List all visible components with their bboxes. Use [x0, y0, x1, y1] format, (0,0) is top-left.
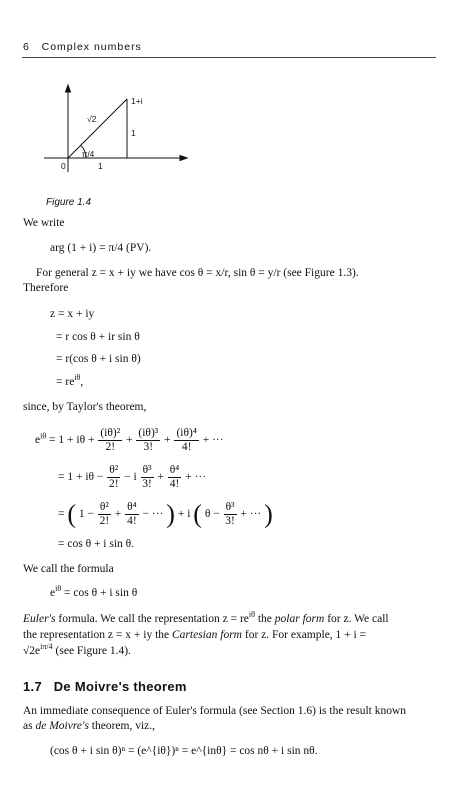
running-title: Complex numbers	[41, 41, 142, 53]
right-paren: )	[264, 499, 273, 529]
demoivre-line-2	[23, 719, 155, 734]
page-number: 6	[23, 41, 30, 53]
euler-p3-exp: iπ/4	[40, 642, 53, 652]
align-eq-4	[56, 375, 83, 390]
frac-denominator: 3!	[225, 515, 235, 527]
taylor-r2-b: − i	[124, 471, 137, 484]
vertical-side-label: 1	[131, 128, 136, 138]
euler-equation	[50, 586, 137, 601]
frac-numerator: θ²	[109, 464, 119, 476]
euler-para-line-3	[23, 644, 131, 659]
euler-eq-rhs: = cos θ + i sin θ	[61, 587, 138, 599]
taylor-r2-tail: + ···	[185, 471, 207, 484]
euler-name-italic: Euler's	[23, 613, 56, 625]
taylor-r3-frac-1	[98, 501, 111, 528]
frac-numerator: (iθ)²	[100, 427, 121, 439]
therefore-text: Therefore	[23, 282, 69, 294]
frac-denominator: 2!	[99, 515, 110, 527]
demoivre-equation: (cos θ + i sin θ)ⁿ = (e^{iθ})ⁿ = e^{inθ} = cos nθ + i sin nθ.	[50, 745, 318, 757]
frac-denominator: 4!	[181, 441, 192, 453]
align-eq-1: z = x + iy	[50, 308, 95, 320]
taylor-r1-frac-3	[174, 427, 198, 454]
arg-equation: arg (1 + i) = π/4 (PV).	[50, 242, 152, 254]
frac-numerator: θ⁴	[127, 501, 137, 513]
euler-p1-d: the	[254, 613, 275, 625]
euler-eq-base: e	[50, 587, 56, 599]
euler-p3-a: √2e	[23, 645, 41, 657]
polar-form-italic: polar form	[274, 613, 325, 625]
frac-denominator: 3!	[142, 478, 152, 490]
hypotenuse-line	[68, 99, 127, 158]
taylor-r2-frac-2	[141, 464, 154, 491]
taylor-r2-frac-1	[107, 464, 120, 491]
euler-p1-b: formula. We call the representation z = re	[55, 613, 249, 625]
hypotenuse-label: √2	[87, 114, 97, 124]
taylor-row-3	[58, 501, 273, 528]
frac-denominator: 2!	[108, 478, 119, 490]
origin-label: 0	[61, 161, 66, 171]
base-label: 1	[98, 161, 103, 171]
general-paragraph	[23, 266, 436, 281]
demoivre-line-1: An immediate consequence of Euler's formula (see Section 1.6) is the result known	[23, 705, 407, 717]
left-paren: (	[193, 499, 202, 529]
taylor-r1-frac-1	[98, 427, 122, 454]
euler-para-line-1	[23, 612, 389, 627]
taylor-r1-frac-2	[136, 427, 160, 454]
taylor-r1-lhs-exp: iθ	[40, 431, 47, 441]
frac-denominator: 3!	[143, 441, 154, 453]
taylor-r2-a: = 1 + iθ −	[58, 471, 107, 484]
frac-denominator: 2!	[105, 441, 116, 453]
y-axis-arrow	[66, 85, 71, 92]
taylor-r3-e: + i	[177, 508, 194, 521]
taylor-r2-frac-3	[168, 464, 182, 491]
taylor-r1-plus-1: +	[126, 434, 136, 447]
frac-numerator: θ⁴	[169, 464, 180, 476]
corner-label: 1+i	[131, 96, 143, 106]
euler-p2-a: the representation z = x + iy the	[23, 629, 173, 641]
frac-numerator: θ²	[99, 501, 109, 513]
cartesian-form-italic: Cartesian form	[172, 629, 242, 641]
taylor-r3-a: =	[58, 508, 68, 521]
euler-para-line-2	[23, 628, 366, 643]
section-title: De Moivre's theorem	[53, 679, 187, 694]
frac-numerator: (iθ)⁴	[176, 427, 197, 439]
taylor-r1-lhs: e	[35, 434, 41, 447]
we-write-text: We write	[23, 217, 65, 229]
align-eq-4-base: = re	[56, 376, 75, 388]
left-paren: (	[67, 499, 77, 529]
euler-p1-f: for z. We call	[324, 613, 389, 625]
frac-numerator: θ³	[225, 501, 235, 513]
taylor-r1-a: = 1 + iθ +	[46, 434, 98, 447]
taylor-r3-d: − ···	[142, 508, 164, 521]
taylor-r3-f: θ −	[204, 508, 223, 521]
taylor-r3-b: 1 −	[78, 508, 97, 521]
taylor-row-1	[35, 427, 224, 454]
taylor-r3-frac-2	[125, 501, 139, 528]
taylor-r3-c: +	[114, 508, 125, 521]
taylor-r2-c: +	[157, 471, 167, 484]
euler-p1-exp: iθ	[248, 610, 255, 620]
demoivre-2a: as	[23, 720, 36, 732]
since-taylor-text: since, by Taylor's theorem,	[23, 401, 147, 413]
x-axis-arrow	[180, 156, 187, 161]
demoivre-name-italic: de Moivre's	[35, 720, 89, 732]
taylor-row-2	[58, 464, 206, 491]
taylor-r3-frac-3	[224, 501, 237, 528]
euler-p3-c: (see Figure 1.4).	[52, 645, 131, 657]
section-heading	[23, 679, 187, 694]
demoivre-2c: theorem, viz.,	[88, 720, 156, 732]
align-eq-4-tail: ,	[80, 376, 84, 388]
header-rule	[22, 57, 436, 58]
frac-denominator: 4!	[127, 515, 137, 527]
running-header	[23, 40, 142, 55]
frac-numerator: θ³	[142, 464, 152, 476]
taylor-row-4: = cos θ + i sin θ.	[58, 538, 135, 550]
align-eq-2: = r cos θ + ir sin θ	[56, 331, 140, 343]
call-formula-text: We call the formula	[23, 563, 114, 575]
general-line-1: For general z = x + iy we have cos θ = x/r, sin θ = y/r (see Figure 1.3).	[36, 267, 359, 279]
frac-denominator: 4!	[169, 478, 180, 490]
align-eq-4-exponent: iθ	[74, 373, 81, 383]
taylor-r1-plus-2: +	[164, 434, 174, 447]
euler-eq-exponent: iθ	[55, 584, 62, 594]
euler-p2-c: for z. For example, 1 + i =	[241, 629, 367, 641]
frac-numerator: (iθ)³	[138, 427, 159, 439]
taylor-r1-tail: + ···	[202, 434, 224, 447]
taylor-r3-g: + ···	[240, 508, 262, 521]
section-number: 1.7	[23, 679, 42, 694]
right-paren: )	[166, 499, 175, 529]
align-eq-3: = r(cos θ + i sin θ)	[56, 353, 141, 365]
angle-label: π/4	[82, 150, 95, 159]
figure-caption: Figure 1.4	[46, 197, 92, 208]
